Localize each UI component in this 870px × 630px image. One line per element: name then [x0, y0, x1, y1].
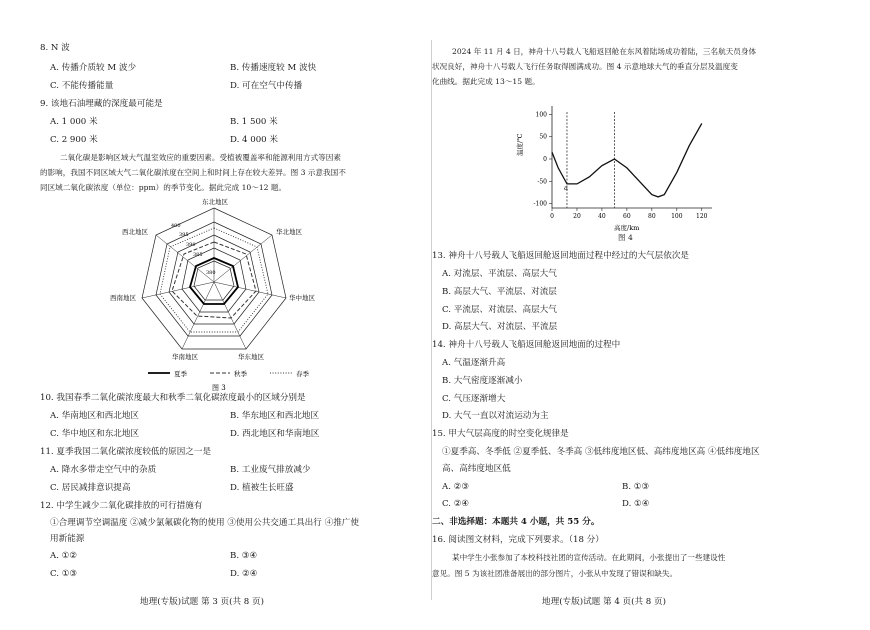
q15-option-c: C. ②④ — [442, 499, 470, 509]
y-tick-label: 0 — [543, 156, 547, 163]
figure-3-radar-chart — [100, 192, 340, 392]
legend-label-autumn: 秋季 — [234, 370, 247, 378]
q15-option-b: B. ①③ — [622, 482, 650, 492]
x-tick-label: 40 — [598, 213, 606, 220]
region-label-dongbei: 东北地区 — [202, 198, 228, 206]
q8-option-b: B. 传播速度较 M 波快 — [230, 63, 317, 73]
y-tick-label: 50 — [539, 133, 547, 141]
q12-measures-line-1: ①合理调节空调温度 ②减少氯氟碳化物的使用 ③使用公共交通工具出行 ④推广使 — [50, 518, 359, 528]
q12-option-c: C. ①③ — [50, 569, 78, 579]
region-label-huadong: 华东地区 — [238, 353, 264, 361]
q10-option-c: C. 华中地区和东北地区 — [50, 429, 140, 439]
left-page — [0, 0, 430, 630]
q12-option-b: B. ③④ — [230, 551, 258, 561]
q8-option-c: C. 不能传播能量 — [50, 81, 114, 91]
q14-stem: 14. 神舟十八号载人飞船返回舱返回地面的过程中 — [432, 340, 621, 350]
q14-option-a: A. 气温逐渐升高 — [442, 358, 506, 368]
intro-line-3: 化曲线。据此完成 13～15 题。 — [432, 77, 540, 86]
q16-material-line-2: 意见。图 5 为该社团准备展出的部分图片，小张从中发现了错误和缺失。 — [432, 569, 678, 578]
q11-stem: 11. 夏季我国二氧化碳浓度较低的原因之一是 — [40, 447, 212, 457]
q9-option-a: A. 1 000 米 — [50, 117, 98, 127]
x-tick-label: 120 — [696, 213, 708, 220]
q9-option-d: D. 4 000 米 — [230, 135, 278, 145]
q9-option-c: C. 2 900 米 — [50, 135, 98, 145]
region-label-huanan: 华南地区 — [172, 353, 198, 361]
legend-label-summer: 夏季 — [174, 370, 187, 378]
q14-option-d: D. 大气一直以对流运动为主 — [442, 411, 549, 421]
q12-stem: 12. 中学生减少二氧化碳排放的可行措施有 — [40, 501, 203, 511]
x-tick-label: 60 — [623, 213, 631, 220]
q11-option-b: B. 工业废气排放减少 — [230, 465, 311, 475]
region-label-huazhong: 华中地区 — [289, 294, 315, 302]
section-2-heading: 二、非选择题：本题共 4 小题，共 55 分。 — [432, 517, 600, 527]
q11-option-c: C. 居民减排意识提高 — [50, 483, 131, 493]
q13-option-c: C. 平流层、对流层、高层大气 — [442, 305, 557, 315]
ring-label-395: 395 — [179, 232, 189, 238]
q15-option-a: A. ②③ — [442, 482, 470, 492]
q9-stem: 9. 该地石油埋藏的深度最可能是 — [40, 99, 163, 109]
q13-option-b: B. 高层大气、平流层、对流层 — [442, 287, 557, 297]
intro-line-2: 状况良好，神舟十八号载人飞行任务取得圆满成功。图 4 示意地球大气的垂直分层及温度变 — [432, 62, 738, 71]
y-tick-label: -100 — [533, 200, 547, 208]
q13-option-d: D. 高层大气、对流层、平流层 — [442, 322, 558, 332]
intro-line-1: 二氧化碳是影响区域大气温室效应的重要因素。受植被覆盖率和能源利用方式等因素 — [60, 153, 341, 162]
q10-option-d: D. 西北地区和华南地区 — [230, 429, 320, 439]
q10-option-a: A. 华南地区和西北地区 — [50, 411, 140, 421]
left-page-footer: 地理(专版)试题 第 3 页(共 8 页) — [140, 597, 264, 607]
q11-option-a: A. 降水多带走空气中的杂质 — [50, 465, 157, 475]
q9-option-b: B. 1 500 米 — [230, 117, 278, 127]
y-axis-label: 温度/℃ — [516, 133, 524, 156]
q13-stem: 13. 神舟十八号载人飞船返回舱返回地面过程中经过的大气层依次是 — [432, 251, 690, 261]
q10-option-b: B. 华东地区和西北地区 — [230, 411, 320, 421]
x-axis-label: 高度/km — [614, 224, 640, 232]
q15-stem: 15. 甲大气层高度的时空变化规律是 — [432, 429, 569, 439]
q15-statements-line-2: 高、高纬度地区低 — [442, 464, 511, 474]
intro-line-3: 同区域二氧化碳浓度（单位：ppm）的季节变化。据此完成 10～12 题。 — [40, 183, 287, 192]
q15-option-d: D. ①④ — [622, 499, 650, 509]
x-tick-label: 100 — [671, 213, 683, 220]
q12-option-a: A. ①② — [50, 551, 78, 561]
q12-measures-line-2: 用新能源 — [50, 534, 85, 544]
x-tick-label: 0 — [550, 213, 554, 220]
q8-option-d: D. 可在空气中传播 — [230, 81, 303, 91]
q11-option-d: D. 植被生长旺盛 — [230, 483, 294, 493]
radar-axes — [142, 208, 286, 349]
y-tick-label: -50 — [537, 178, 547, 186]
figure-4-temperature-chart — [512, 98, 742, 248]
region-label-huabei: 华北地区 — [276, 228, 302, 236]
marker-a: a — [564, 184, 568, 192]
intro-line-2: 的影响，我国不同区域大气二氧化碳浓度在空间上和时间上存在较大差异。图 3 示意我国不 — [40, 168, 346, 177]
q12-option-d: D. ②④ — [230, 569, 258, 579]
region-label-xibei: 西北地区 — [122, 228, 148, 236]
ring-label-380: 380 — [206, 270, 216, 276]
q13-option-a: A. 对流层、平流层、高层大气 — [442, 269, 557, 279]
q14-option-b: B. 大气密度逐渐减小 — [442, 376, 523, 386]
ring-label-385: 385 — [193, 252, 203, 258]
legend-label-spring: 春季 — [296, 370, 309, 378]
q10-stem: 10. 我国春季二氧化碳浓度最大和秋季二氧化碳浓度最小的区域分别是 — [40, 393, 306, 403]
q8-stem: 8. N 波 — [40, 43, 70, 53]
q16-stem: 16. 阅读图文材料，完成下列要求。（18 分） — [432, 535, 604, 545]
x-tick-label: 20 — [573, 213, 581, 220]
figure-4-caption: 图 4 — [618, 233, 633, 242]
q15-statements-line-1: ①夏季高、冬季低 ②夏季低、冬季高 ③低纬度地区低、高纬度地区高 ④低纬度地区 — [442, 447, 760, 457]
q8-option-a: A. 传播介质较 M 波少 — [50, 63, 137, 73]
x-tick-label: 80 — [648, 213, 656, 220]
ring-label-400: 400 — [171, 223, 181, 229]
region-label-xinan: 西南地区 — [110, 294, 136, 302]
ring-label-390: 390 — [186, 242, 196, 248]
q16-material-line-1: 某中学生小张参加了本校科技社团的宣传活动。在此期间，小张提出了一些建设性 — [452, 553, 726, 562]
right-page — [432, 0, 870, 630]
y-tick-label: 100 — [535, 111, 547, 119]
intro-line-1: 2024 年 11 月 4 日，神舟十八号载人飞船返回舱在东风着陆场成功着陆，三名航天员身体 — [452, 47, 757, 56]
right-page-footer: 地理(专版)试题 第 4 页(共 8 页) — [542, 597, 666, 607]
temperature-curve — [552, 123, 702, 196]
q14-option-c: C. 气压逐渐增大 — [442, 394, 506, 404]
figure-3-caption: 图 3 — [212, 384, 226, 392]
